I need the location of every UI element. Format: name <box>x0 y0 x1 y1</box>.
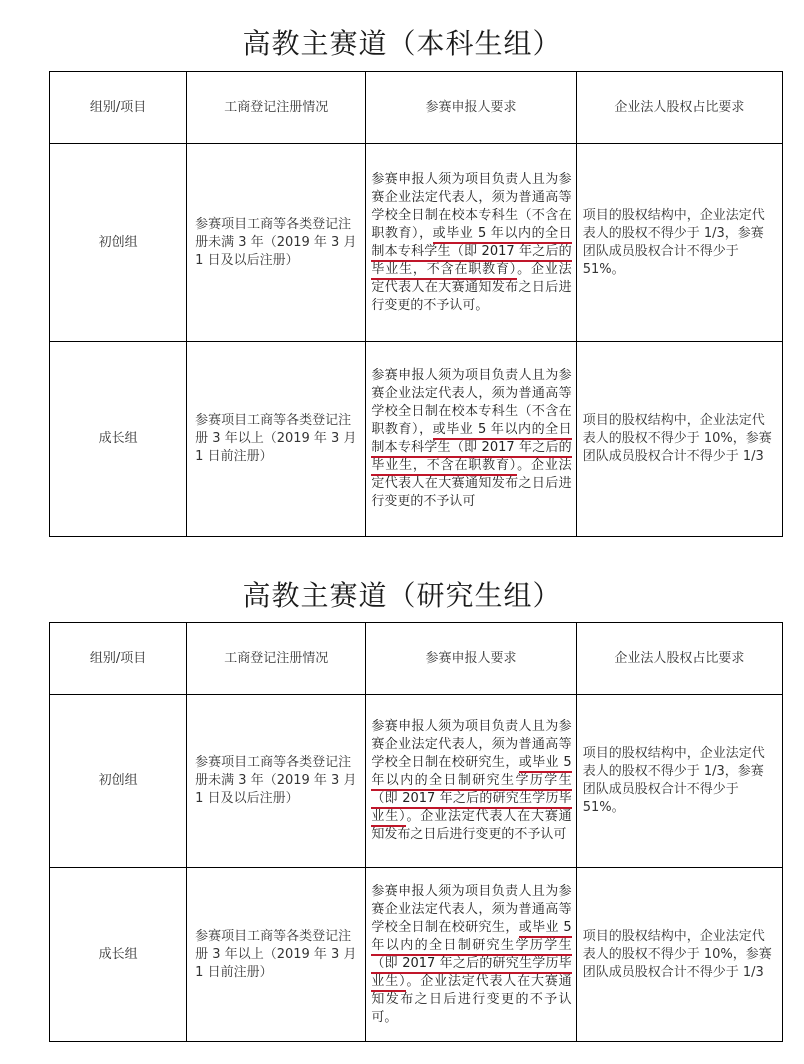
section-title-undergrad: 高教主赛道（本科生组） <box>242 27 562 60</box>
equity-cell: 项目的股权结构中，企业法定代表人的股权不得少于 10%，参赛团队成员股权合计不得少于 1/3 <box>576 342 782 537</box>
applicant-underlined-text: 或毕业 5 年以内的全日制本专科学生（即 2017 年之后的毕业生，不含在职教育） <box>371 226 571 280</box>
equity-cell: 项目的股权结构中，企业法定代表人的股权不得少于 10%，参赛团队成员股权合计不得少于 1/3 <box>576 868 782 1042</box>
applicant-text: 参赛申报人须为项目负责人且为参赛企业法定代表人，须为普通高等学校全日制在校本专科生（不含在职教育）， <box>371 171 572 241</box>
applicant-text: 参赛申报人须为项目负责人且为参赛企业法定代表人，须为普通高等学校全日制在校研究生， <box>371 883 572 935</box>
table-row <box>50 144 783 342</box>
header-group: 组别/项目 <box>50 72 187 144</box>
header-registration: 工商登记注册情况 <box>187 623 366 695</box>
applicant-underlined-text: 或毕业 5 年以内的全日制研究生学历学生（即 2017 年之后的研究生学历毕业生） <box>371 920 571 992</box>
applicant-text: 参赛申报人须为项目负责人且为参赛企业法定代表人，须为普通高等学校全日制在校本专科生（不含在职教育）， <box>371 368 572 437</box>
applicant-text-end: 。企业法定代表人在大赛通知发布之日后进行变更的不予认可。 <box>371 973 572 1025</box>
applicant-cell <box>366 695 576 868</box>
table-header-row <box>50 623 783 695</box>
header-equity: 企业法人股权占比要求 <box>576 623 782 695</box>
equity-cell: 项目的股权结构中，企业法定代表人的股权不得少于 1/3，参赛团队成员股权合计不得少于 51%。 <box>576 144 782 342</box>
group-cell: 成长组 <box>50 342 187 537</box>
section-title-graduate: 高教主赛道（研究生组） <box>242 579 562 612</box>
applicant-text-end: 。企业法定代表人在大赛通知发布之日后进行变更的不予认可。 <box>371 261 572 313</box>
group-cell: 初创组 <box>50 695 187 868</box>
requirements-table-undergrad <box>49 71 783 537</box>
table-row <box>50 695 783 868</box>
applicant-text: 参赛申报人须为项目负责人且为参赛企业法定代表人，须为普通高等学校全日制在校研究生， <box>371 719 572 770</box>
equity-cell: 项目的股权结构中，企业法定代表人的股权不得少于 1/3，参赛团队成员股权合计不得少于 51%。 <box>576 695 782 868</box>
table-row <box>50 868 783 1042</box>
group-cell: 成长组 <box>50 868 187 1042</box>
group-cell: 初创组 <box>50 144 187 342</box>
applicant-cell <box>366 342 576 537</box>
header-applicant: 参赛申报人要求 <box>366 72 576 144</box>
requirements-table-graduate <box>49 622 783 1042</box>
registration-cell: 参赛项目工商等各类登记注册 3 年以上（2019 年 3 月 1 日前注册） <box>187 342 366 537</box>
registration-cell: 参赛项目工商等各类登记注册未满 3 年（2019 年 3 月 1 日及以后注册） <box>187 144 366 342</box>
applicant-underlined-text: 或毕业 5 年以内的全日制本专科学生（即 2017 年之后的毕业生，不含在职教育） <box>371 422 571 476</box>
applicant-underlined-text: 或毕业 5 年以内的全日制研究生学历学生（即 2017 年之后的研究生学历毕业生） <box>371 755 571 827</box>
applicant-text-end: 。企业法定代表人在大赛通知发布之日后进行变更的不予认可 <box>371 458 572 509</box>
header-equity: 企业法人股权占比要求 <box>576 72 782 144</box>
applicant-text-end: 。企业法定代表人在大赛通知发布之日后进行变更的不予认可 <box>371 809 572 842</box>
header-group: 组别/项目 <box>50 623 187 695</box>
applicant-cell <box>366 144 576 342</box>
header-registration: 工商登记注册情况 <box>187 72 366 144</box>
applicant-cell <box>366 868 576 1042</box>
table-row <box>50 342 783 537</box>
table-header-row <box>50 72 783 144</box>
registration-cell: 参赛项目工商等各类登记注册 3 年以上（2019 年 3 月 1 日前注册） <box>187 868 366 1042</box>
header-applicant: 参赛申报人要求 <box>366 623 576 695</box>
registration-cell: 参赛项目工商等各类登记注册未满 3 年（2019 年 3 月 1 日及以后注册） <box>187 695 366 868</box>
